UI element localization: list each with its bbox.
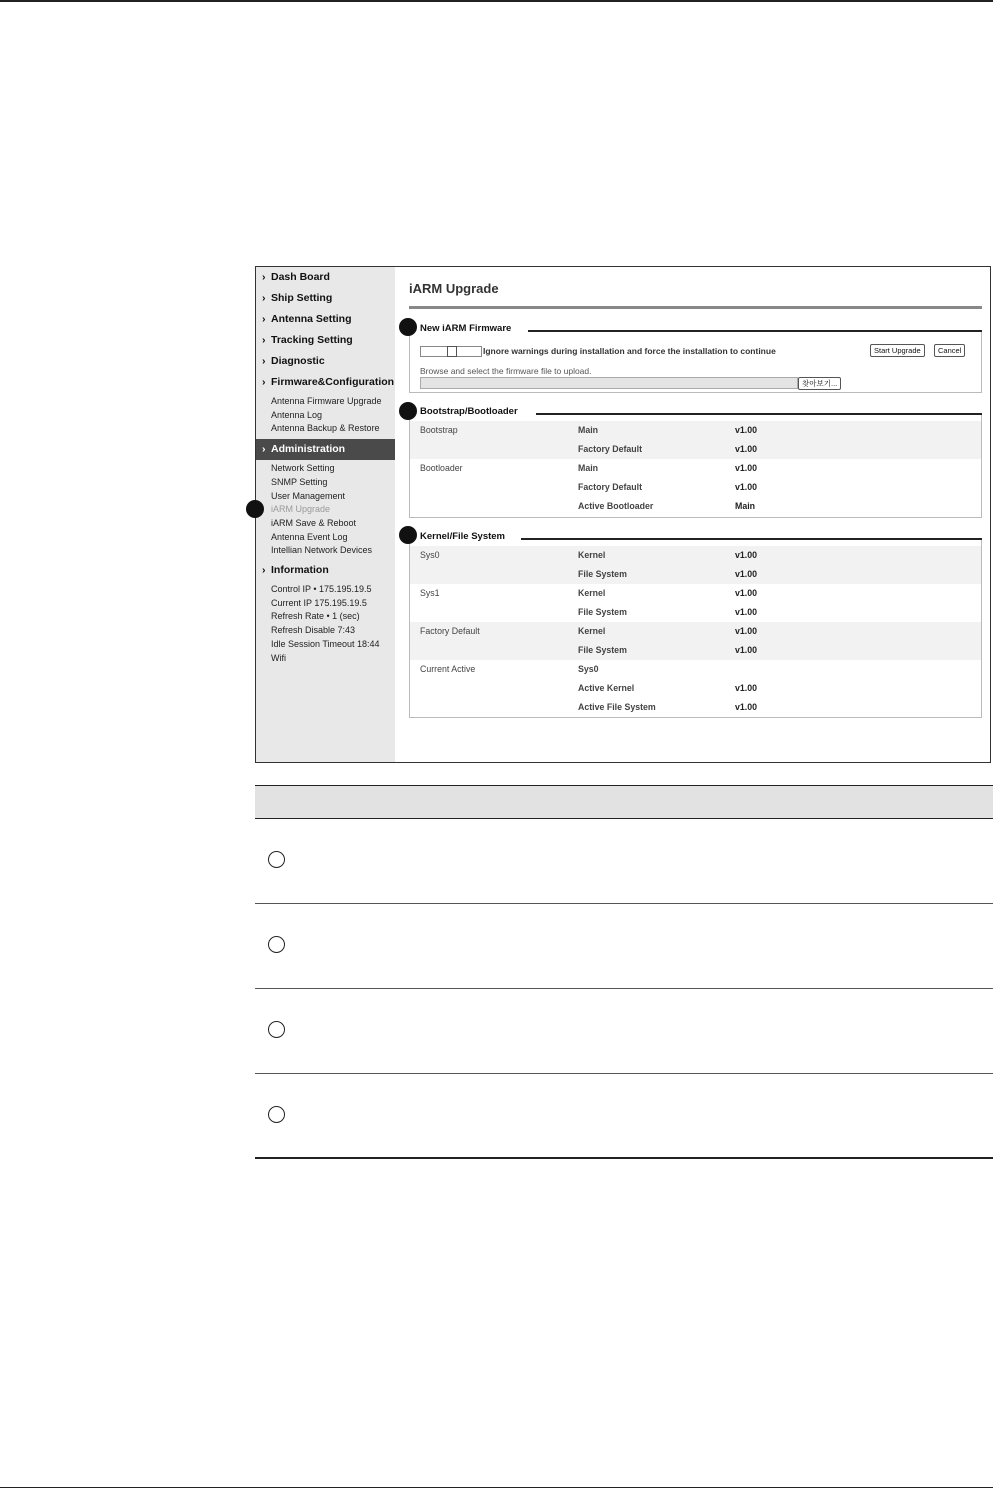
info-current-ip: Current IP 175.195.19.5	[271, 597, 367, 608]
sidebar-item-user-management[interactable]: User Management	[271, 490, 346, 501]
chevron-right-icon: ›	[262, 334, 266, 346]
chevron-right-icon: ›	[262, 355, 266, 367]
menu-antenna-setting[interactable]: › Antenna Setting	[256, 309, 395, 330]
legend-circle-icon	[268, 1106, 285, 1123]
legend-line	[536, 413, 982, 415]
info-refresh-disable: Refresh Disable 7:43	[271, 625, 356, 636]
table-row: File System v1.00	[410, 641, 981, 660]
sidebar-item-iarm-save-reboot[interactable]: iARM Save & Reboot	[271, 517, 357, 528]
menu-diagnostic[interactable]: › Diagnostic	[256, 351, 395, 372]
browse-button[interactable]: 찾아보기...	[798, 377, 841, 390]
sidebar-item-antenna-firmware-upgrade[interactable]: Antenna Firmware Upgrade	[271, 396, 382, 406]
sidebar-item-iarm-upgrade[interactable]: iARM Upgrade	[271, 504, 331, 515]
table-row: Factory Default v1.00	[578, 482, 758, 492]
legend-table-bottom	[255, 1157, 993, 1159]
browse-hint: Browse and select the firmware file to upload.	[420, 366, 592, 376]
ignore-warnings-toggle[interactable]	[420, 346, 482, 357]
legend-table-header	[255, 785, 993, 819]
info-idle-session-timeout: Idle Session Timeout 18:44	[271, 638, 380, 649]
page-top-rule	[0, 0, 993, 2]
sidebar-item-network-setting[interactable]: Network Setting	[271, 463, 335, 474]
start-upgrade-button[interactable]: Start Upgrade	[870, 344, 925, 357]
sidebar-item-antenna-event-log[interactable]: Antenna Event Log	[271, 531, 348, 542]
legend-circle-icon	[268, 936, 285, 953]
table-row: Active File System v1.00	[578, 702, 758, 712]
table-row: Factory Default Kernel v1.00	[410, 622, 981, 641]
callout-marker-iarm-upgrade	[246, 500, 264, 518]
chevron-right-icon: ›	[262, 376, 266, 388]
table-row: File System v1.00	[578, 607, 758, 617]
page-title: iARM Upgrade	[409, 281, 499, 296]
menu-administration[interactable]: › Administration	[256, 439, 395, 460]
bootstrap-legend: Bootstrap/Bootloader	[420, 406, 518, 417]
legend-row-divider	[255, 1073, 993, 1074]
toggle-knob[interactable]	[447, 346, 457, 357]
chevron-right-icon: ›	[262, 292, 266, 304]
firmware-legend: New iARM Firmware	[420, 323, 512, 334]
table-row: Sys1 Kernel v1.00	[420, 588, 758, 598]
main-content	[395, 267, 990, 762]
table-row: File System v1.00	[410, 565, 981, 584]
chevron-right-icon: ›	[262, 443, 266, 456]
kernel-legend: Kernel/File System	[420, 531, 506, 542]
bootstrap-section	[409, 406, 982, 518]
ignore-warnings-label: Ignore warnings during installation and force the installation to continue	[483, 346, 776, 356]
page-bottom-rule	[0, 1487, 993, 1488]
legend-line	[521, 538, 982, 540]
title-divider	[409, 306, 982, 309]
table-row: Sys0 Kernel v1.00	[410, 546, 981, 565]
table-row: Current Active Sys0	[420, 664, 599, 674]
chevron-right-icon: ›	[262, 564, 266, 577]
info-wifi: Wifi	[271, 652, 286, 663]
file-path-input[interactable]	[420, 377, 798, 389]
menu-information[interactable]: › Information	[256, 560, 395, 581]
sidebar-item-snmp-setting[interactable]: SNMP Setting	[271, 476, 328, 487]
table-row: Bootstrap Main v1.00	[410, 421, 981, 440]
info-refresh-rate: Refresh Rate • 1 (sec)	[271, 611, 360, 622]
legend-circle-icon	[268, 1021, 285, 1038]
chevron-right-icon: ›	[262, 271, 266, 283]
legend-line	[528, 330, 982, 332]
callout-marker-kernel	[399, 526, 417, 544]
info-control-ip: Control IP • 175.195.19.5	[271, 584, 372, 595]
sidebar-item-antenna-log[interactable]: Antenna Log	[271, 409, 323, 420]
sidebar-item-antenna-backup-restore[interactable]: Antenna Backup & Restore	[271, 423, 380, 434]
chevron-right-icon: ›	[262, 313, 266, 325]
menu-dashboard[interactable]: › Dash Board	[256, 267, 395, 288]
legend-circle-icon	[268, 851, 285, 868]
table-row: Bootloader Main v1.00	[420, 463, 758, 473]
firmware-section	[409, 323, 982, 393]
sidebar-item-intellian-network-devices[interactable]: Intellian Network Devices	[271, 545, 373, 556]
callout-marker-bootstrap	[399, 402, 417, 420]
screenshot-frame	[255, 266, 991, 763]
cancel-button[interactable]: Cancel	[934, 344, 965, 357]
menu-firmware-configuration[interactable]: › Firmware&Configuration	[256, 372, 395, 393]
sidebar	[256, 267, 395, 762]
legend-row-divider	[255, 988, 993, 989]
callout-marker-firmware	[399, 318, 417, 336]
table-row: Active Kernel v1.00	[578, 683, 758, 693]
table-row: Factory Default v1.00	[410, 440, 981, 459]
kernel-section	[409, 531, 982, 718]
menu-ship-setting[interactable]: › Ship Setting	[256, 288, 395, 309]
legend-row-divider	[255, 903, 993, 904]
menu-tracking-setting[interactable]: › Tracking Setting	[256, 330, 395, 351]
table-row: Active Bootloader Main	[578, 501, 756, 511]
